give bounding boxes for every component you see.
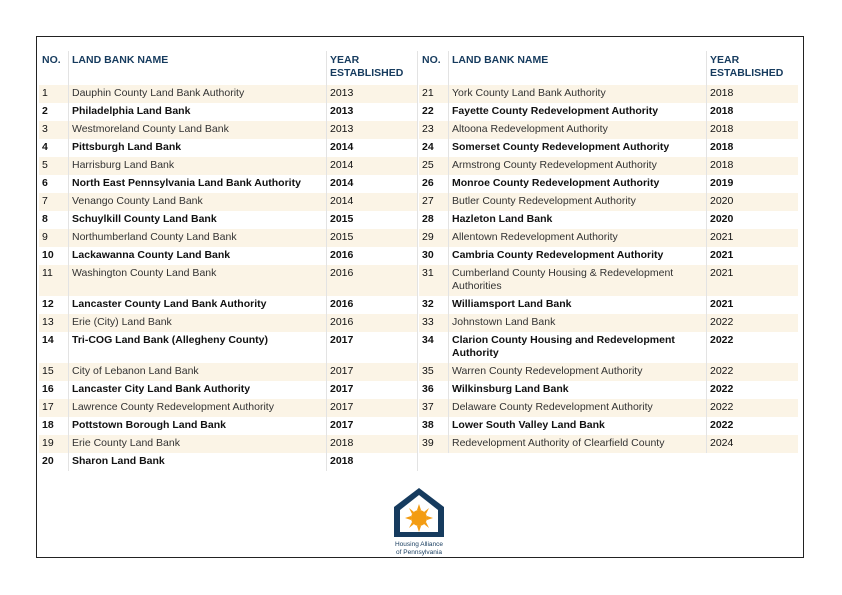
year-established: 2017 [327, 417, 418, 435]
header-no: NO. [419, 51, 449, 85]
year-established: 2021 [707, 265, 798, 296]
table-row [39, 157, 418, 175]
table-row [39, 399, 418, 417]
land-bank-name: Hazleton Land Bank [449, 211, 707, 229]
year-established: 2022 [707, 314, 798, 332]
year-established: 2018 [710, 105, 734, 117]
year-established: 2017 [327, 399, 418, 417]
land-bank-name: Cumberland County Housing & Redevelopment Authorities [449, 265, 707, 296]
row-number: 8 [39, 211, 69, 229]
year-established: 2019 [710, 177, 734, 189]
land-bank-name: Lancaster City Land Bank Authority [69, 381, 327, 399]
land-bank-name: Lackawanna County Land Bank [69, 247, 327, 265]
header-name: LAND BANK NAME [69, 51, 327, 85]
land-bank-name: Harrisburg Land Bank [69, 157, 327, 175]
table-row [39, 381, 418, 399]
table-row [39, 139, 418, 157]
year-established: 2022 [707, 363, 798, 381]
year-established: 2018 [327, 435, 418, 453]
year-established: 2013 [327, 103, 418, 121]
table-row [419, 193, 798, 211]
logo-line-2: of Pennsylvania [396, 548, 442, 556]
table-row [39, 332, 418, 363]
row-number: 31 [419, 265, 449, 296]
land-bank-name: Venango County Land Bank [69, 193, 327, 211]
table-row [39, 417, 418, 435]
land-bank-name: Pittsburgh Land Bank [69, 139, 327, 157]
year-established: 2016 [327, 296, 418, 314]
header-name: LAND BANK NAME [449, 51, 707, 85]
year-established: 2017 [327, 381, 418, 399]
year-established: 2018 [710, 141, 734, 153]
year-established: 2014 [327, 139, 418, 157]
land-bank-name: Schuylkill County Land Bank [69, 211, 327, 229]
table-row [419, 139, 798, 157]
row-number: 2 [39, 103, 69, 121]
row-number: 17 [39, 399, 69, 417]
land-bank-name: Erie (City) Land Bank [69, 314, 327, 332]
year-established: 2020 [707, 193, 798, 211]
land-bank-name: Monroe County Redevelopment Authority [449, 175, 707, 193]
header-year: YEAR ESTABLISHED [707, 51, 798, 85]
year-established: 2013 [327, 85, 418, 103]
header-year: YEAR ESTABLISHED [327, 51, 418, 85]
house-sun-icon [389, 485, 449, 541]
row-number: 27 [419, 193, 449, 211]
land-bank-name: Armstrong County Redevelopment Authority [449, 157, 707, 175]
land-bank-name: Westmoreland County Land Bank [69, 121, 327, 139]
row-number: 1 [39, 85, 69, 103]
table-row [419, 85, 798, 103]
row-number: 34 [419, 332, 449, 363]
year-established: 2016 [327, 314, 418, 332]
land-bank-name: Tri-COG Land Bank (Allegheny County) [69, 332, 327, 363]
table-row [419, 435, 798, 453]
table-row [39, 296, 418, 314]
land-bank-name: Butler County Redevelopment Authority [449, 193, 707, 211]
year-established: 2024 [707, 435, 798, 453]
land-bank-name: Dauphin County Land Bank Authority [69, 85, 327, 103]
row-number: 28 [419, 211, 449, 229]
row-number: 15 [39, 363, 69, 381]
table-row [39, 121, 418, 139]
table-row [419, 157, 798, 175]
row-number: 29 [419, 229, 449, 247]
year-established: 2021 [710, 298, 734, 310]
row-number: 32 [419, 296, 449, 314]
land-bank-name: Johnstown Land Bank [449, 314, 707, 332]
year-established: 2022 [710, 334, 734, 346]
row-number: 21 [419, 85, 449, 103]
land-bank-name: Pottstown Borough Land Bank [69, 417, 327, 435]
table-row [39, 363, 418, 381]
table-row [419, 363, 798, 381]
row-number: 9 [39, 229, 69, 247]
row-number: 35 [419, 363, 449, 381]
land-bank-name: Altoona Redevelopment Authority [449, 121, 707, 139]
header-no: NO. [39, 51, 69, 85]
land-bank-name: Sharon Land Bank [69, 453, 327, 471]
table-row [419, 332, 798, 363]
table-row [39, 103, 418, 121]
row-number: 38 [419, 417, 449, 435]
row-number: 14 [39, 332, 69, 363]
year-established: 2016 [327, 247, 418, 265]
year-established: 2017 [327, 332, 418, 363]
year-established: 2018 [707, 121, 798, 139]
table-row [39, 247, 418, 265]
land-bank-name: Fayette County Redevelopment Authority [449, 103, 707, 121]
table-row [39, 453, 418, 471]
table-row [419, 211, 798, 229]
land-bank-name: Erie County Land Bank [69, 435, 327, 453]
table-row [39, 229, 418, 247]
year-established: 2014 [327, 175, 418, 193]
year-established: 2022 [710, 383, 734, 395]
table-row [419, 121, 798, 139]
land-bank-name: Warren County Redevelopment Authority [449, 363, 707, 381]
table-row [39, 265, 418, 296]
table-row [419, 417, 798, 435]
year-established: 2020 [710, 213, 734, 225]
row-number: 5 [39, 157, 69, 175]
table-row [39, 193, 418, 211]
land-bank-name: Somerset County Redevelopment Authority [449, 139, 707, 157]
row-number: 30 [419, 247, 449, 265]
land-bank-name: Clarion County Housing and Redevelopment Authority [449, 332, 707, 363]
table-row [419, 103, 798, 121]
row-number: 22 [419, 103, 449, 121]
land-bank-name: Philadelphia Land Bank [69, 103, 327, 121]
land-bank-name: Lancaster County Land Bank Authority [69, 296, 327, 314]
year-established: 2016 [327, 265, 418, 296]
land-bank-name: Washington County Land Bank [69, 265, 327, 296]
row-number: 16 [39, 381, 69, 399]
year-established: 2014 [327, 193, 418, 211]
row-number: 10 [39, 247, 69, 265]
year-established: 2017 [327, 363, 418, 381]
year-established: 2018 [707, 157, 798, 175]
year-established: 2021 [710, 249, 734, 261]
row-number: 3 [39, 121, 69, 139]
table-row [419, 265, 798, 296]
table-body-left [39, 85, 418, 471]
row-number: 24 [419, 139, 449, 157]
housing-alliance-logo [389, 485, 449, 559]
land-bank-name: Allentown Redevelopment Authority [449, 229, 707, 247]
land-bank-name: Cambria County Redevelopment Authority [449, 247, 707, 265]
land-bank-name: Wilkinsburg Land Bank [449, 381, 707, 399]
land-bank-name: Delaware County Redevelopment Authority [449, 399, 707, 417]
table-row [419, 296, 798, 314]
year-established: 2022 [710, 419, 734, 431]
year-established: 2021 [707, 229, 798, 247]
row-number: 33 [419, 314, 449, 332]
row-number: 25 [419, 157, 449, 175]
row-number: 26 [419, 175, 449, 193]
row-number: 23 [419, 121, 449, 139]
table-row [419, 175, 798, 193]
year-established: 2015 [327, 211, 418, 229]
year-established: 2022 [707, 399, 798, 417]
table-row [39, 211, 418, 229]
land-bank-name: City of Lebanon Land Bank [69, 363, 327, 381]
table-row [39, 175, 418, 193]
year-established: 2013 [327, 121, 418, 139]
table-row [419, 399, 798, 417]
land-bank-name: Lawrence County Redevelopment Authority [69, 399, 327, 417]
table-body-right [419, 85, 798, 453]
table-header [39, 51, 418, 85]
table-row [419, 314, 798, 332]
table-row [419, 247, 798, 265]
year-established: 2015 [327, 229, 418, 247]
row-number: 13 [39, 314, 69, 332]
row-number: 39 [419, 435, 449, 453]
row-number: 12 [39, 296, 69, 314]
land-bank-name: York County Land Bank Authority [449, 85, 707, 103]
land-bank-table-left [39, 51, 418, 471]
row-number: 7 [39, 193, 69, 211]
land-bank-name: Lower South Valley Land Bank [449, 417, 707, 435]
land-bank-name: Williamsport Land Bank [449, 296, 707, 314]
document-frame [36, 36, 804, 558]
row-number: 11 [39, 265, 69, 296]
land-bank-table-right [419, 51, 798, 453]
row-number: 36 [419, 381, 449, 399]
land-bank-name: North East Pennsylvania Land Bank Authority [69, 175, 327, 193]
table-row [419, 229, 798, 247]
year-established: 2018 [707, 85, 798, 103]
table-row [39, 435, 418, 453]
table-row [39, 314, 418, 332]
row-number: 6 [39, 175, 69, 193]
row-number: 20 [39, 453, 69, 471]
logo-text [389, 541, 449, 556]
year-established: 2018 [327, 453, 418, 471]
table-row [419, 381, 798, 399]
row-number: 19 [39, 435, 69, 453]
row-number: 18 [39, 417, 69, 435]
land-bank-name: Northumberland County Land Bank [69, 229, 327, 247]
table-header [419, 51, 798, 85]
row-number: 37 [419, 399, 449, 417]
row-number: 4 [39, 139, 69, 157]
year-established: 2014 [327, 157, 418, 175]
table-row [39, 85, 418, 103]
logo-line-1: Housing Alliance [394, 541, 444, 548]
land-bank-name: Redevelopment Authority of Clearfield County [449, 435, 707, 453]
